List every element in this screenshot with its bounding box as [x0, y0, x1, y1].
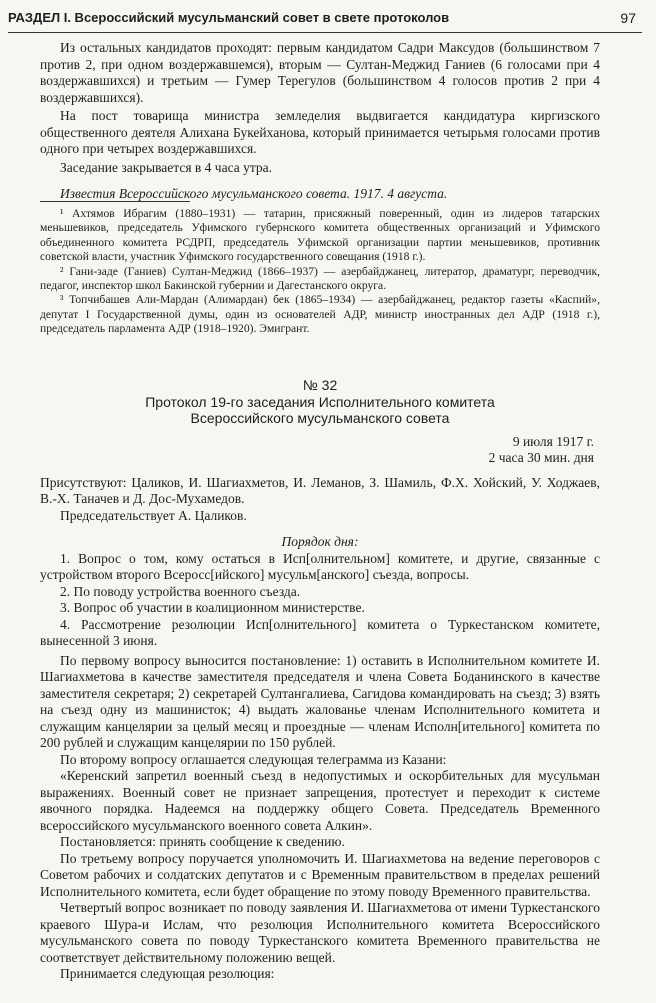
page-number: 97 — [620, 10, 636, 26]
source-citation: Известия Всероссийского мусульманского совета. 1917. 4 августа. — [60, 186, 448, 201]
agenda-heading: Порядок дня: — [281, 534, 359, 549]
footnote-divider — [40, 201, 190, 202]
kazan-telegram: «Керенский запретил военный съезд в недопустимых и оскорбительных для мусульман выражениях. Военный совет не признает запрещения, протестует и переходит к системе явочного порядка. Надеемся на поддержку общего Совета. Председатель Временного всероссийского мусульманского военного совета Алкин». — [40, 768, 600, 833]
agenda-item-1: 1. Вопрос о том, кому остаться в Исп[олнительном] комитете, и другие, связанные с устройством второго Всеросс[ийского] мусульм[анского] съезда, вопросы. — [40, 550, 600, 582]
footnote-3: ³ Топчибашев Али-Мардан (Алимардан) бек (1865–1934) — азербайджанец, редактор газеты «Каспий», депутат I Государственной думы, один из основателей АДР, министр иностранных дел АДР (1918 г.), председатель парламента АДР (1918–1920). Эмигрант. — [40, 293, 600, 336]
document-title-line-2: Всероссийского мусульманского совета — [190, 410, 450, 426]
chairman: Председательствует А. Цаликов. — [60, 507, 247, 523]
footnotes — [40, 207, 600, 337]
second-question-intro: По второму вопросу оглашается следующая телеграмма из Казани: — [60, 751, 447, 767]
document-date: 9 июля 1917 г. — [512, 433, 594, 449]
protocol-32 — [40, 377, 600, 983]
running-header — [8, 8, 642, 33]
preceding-protocol-end — [40, 40, 600, 203]
fourth-question: Четвертый вопрос возникает по поводу заявления И. Шагиахметова от имени Туркестанского краевого Шура-и Ислам, что резолюция Исполнительного комитета Всероссийского мусульманского совета по поводу Туркестанского комитета Временного правительства не соответствует действительному положению вещей. — [40, 900, 600, 965]
document-number: № 32 — [302, 377, 338, 393]
agriculture-minister-paragraph: На пост товарища министра земледелия выдвигается кандидатура киргизского общественного деятеля Алихана Букейханова, который принимается четырьмя голосами против одного при четырех воздержавшихся. — [40, 108, 600, 156]
running-title: РАЗДЕЛ I. Всероссийский мусульманский совет в свете протоколов — [8, 10, 450, 25]
footnote-2: ² Гани-заде (Ганиев) Султан-Меджид (1866–1937) — азербайджанец, литератор, драматург, переводчик, педагог, инспектор школ Бакинской губернии и Дагестанского округа. — [40, 264, 600, 293]
agenda-item-2: 2. По поводу устройства военного съезда. — [60, 583, 301, 599]
telegram-resolution: Постановляется: принять сообщение к сведению. — [60, 834, 345, 849]
document-time: 2 часа 30 мин. дня — [488, 450, 594, 465]
first-question-decision: По первому вопросу выносится постановление: 1) оставить в Исполнительном комитете И. Шагиахметова в качестве заместителя председателя и члена Совета Боданинского в качестве заместителя секретаря; 2) секретарей Султангалиева, Сагидова командировать на съезд; 3) взять на съезд одну из машинисток; 4) выдать жалованье членам Исполнительного комитета и служащим канцелярии за целый месяц и проездные — членам Исполн[ительного] комитета по 200 рублей и служащим канцелярии по 150 рублей. — [40, 652, 600, 750]
agenda-item-4: 4. Рассмотрение резолюции Исп[олнительного] комитета о Туркестанском комитете, вынесенной 3 июня. — [40, 616, 600, 648]
candidates-paragraph: Из остальных кандидатов проходят: первым кандидатом Садри Максудов (большинством 7 против 2, при одном воздержавшемся), вторым — Султан-Меджид Ганиев (6 голосами при 4 воздержавшихся) и третьим — Гумер Терегулов (большинством 4 голосов против 2 при 4 воздержавшихся). — [40, 40, 600, 105]
agenda-item-3: 3. Вопрос об участии в коалиционном министерстве. — [60, 600, 365, 615]
footnote-1: ¹ Ахтямов Ибрагим (1880–1931) — татарин, присяжный поверенный, один из лидеров татарских меньшевиков, председатель Уфимского губернского комитета общественных организаций и Уфимского объединенного комитета РСДРП, председатель Уфимской организации партии меньшевиков, противник советской власти, участник Уфимского государственного совещания (1918 г.). — [40, 207, 600, 264]
session-closed-paragraph: Заседание закрывается в 4 часа утра. — [60, 159, 273, 175]
document-title-line-1: Протокол 19-го заседания Исполнительного комитета — [145, 393, 495, 410]
attendees: Присутствуют: Цаликов, И. Шагиахметов, И. Леманов, З. Шамиль, Ф.Х. Хойский, У. Ходжаев, В.-Х. Таначев и Д. Дос-Мухамедов. — [40, 474, 600, 506]
third-question-decision: По третьему вопросу поручается уполномочить И. Шагиахметова на ведение переговоров с Советом рабочих и солдатских депутатов и с Временным правительством в пределах решений Исполнительного комитета, если будет обращение по этому поводу Временного правительства. — [40, 850, 600, 899]
adopted-resolution-intro: Принимается следующая резолюция: — [60, 966, 275, 981]
